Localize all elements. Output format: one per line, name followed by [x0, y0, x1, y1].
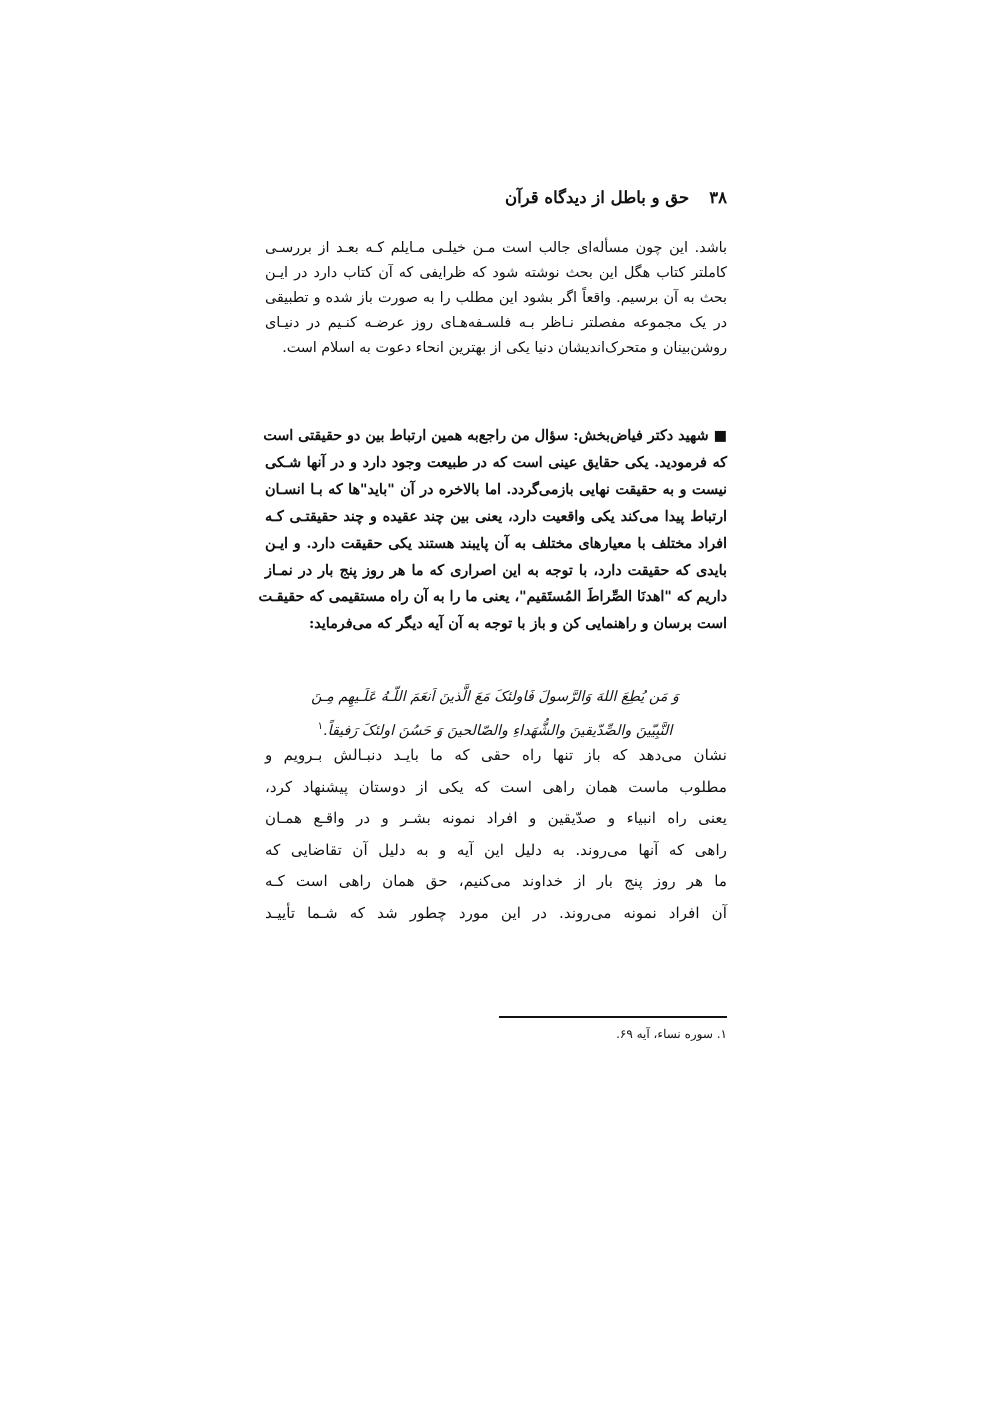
- text-line: بایدی که حقیقت دارد، با توجه به این اصراری که ما هر روز پنج بار در نمـاز: [265, 562, 727, 579]
- text-line: افراد مختلف با معیارهای مختلف به آن پایبند هستند یکی حقیقت دارد. و ایـن: [265, 535, 727, 552]
- page-header: [505, 188, 727, 207]
- text-line: که فرمودید. یکی حقایق عینی است که در طبیعت وجود دارد و در آنها شـکی: [265, 454, 727, 471]
- text-line: راهی که آنها می‌روند. به دلیل این آیه و به دلیل آن تقاضایی که: [265, 840, 727, 859]
- footnote: ۱. سوره نساء، آیه ۶۹.: [616, 1027, 727, 1041]
- quran-verse: [270, 683, 720, 746]
- text-line: است برسان و راهنمایی کن و باز با توجه به آن آیه دیگر که می‌فرماید:: [309, 616, 727, 633]
- footnote-marker[interactable]: ۱: [317, 721, 324, 732]
- text-line: کاملتر کتاب هگل این بحث نوشته شود که ظرایفی که آن کتاب دارد در ایـن: [265, 265, 727, 281]
- text-line: نشان می‌دهد که باز تنها راه حقی که ما بایـد دنبـالش بـرویم و: [265, 746, 727, 764]
- paragraph-continuation: [265, 740, 727, 930]
- text-line: روشن‌بینان و متحرک‌اندیشان دنیا یکی از بهترین انحاء دعوت به اسلام است.: [282, 340, 727, 356]
- paragraph-question: [258, 423, 727, 638]
- text-line: داریم که "اهدنَا الصِّراطَ المُستَقیم"، یعنی ما را به آن راه مستقیمی که حقیقـت: [258, 589, 727, 606]
- text-line: ■ شهید دکتر فیاض‌بخش: سؤال من راجع‌به همین ارتباط بین دو حقیقتی است: [263, 428, 727, 444]
- paragraph-intro: [265, 236, 727, 361]
- text-line: بحث به آن برسیم. واقعاً اگر بشود این مطلب را به صورت باز شده و تطبیقی: [265, 290, 727, 306]
- verse-line-text: النَّبِیّینَ والصِّدّیقینَ والشُّهَداءِ والصّالحینَ وَ حَسُنَ اولئکَ رَفیقاً.: [323, 722, 673, 739]
- text-line: مطلوب ماست همان راهی است که یکی از دوستان پیشنهاد کرد،: [265, 777, 727, 796]
- text-line: نیست و به حقیقت نهایی بازمی‌گردد. اما بالاخره در آن "باید"ها که بـا انسـان: [265, 481, 727, 498]
- footnote-divider: [499, 1016, 727, 1018]
- page-number: ۳۸: [709, 188, 727, 207]
- text-line: ارتباط پیدا می‌کند یکی واقعیت دارد، یعنی بین چند عقیده و چند حقیقتـی کـه: [265, 508, 727, 525]
- text-line: آن افراد نمونه می‌روند. در این مورد چطور شد که شـما تأییـد: [265, 903, 727, 922]
- text-line: ما هر روز پنج بار از خداوند می‌کنیم، حق همان راهی است کـه: [265, 872, 727, 891]
- text-line: یعنی راه انبیاء و صدّیقین و افراد نمونه بشـر و در واقـع همـان: [265, 809, 727, 828]
- text-line: باشد. این چون مسأله‌ای جالب است مـن خیلـی مـایلم کـه بعـد از بررسـی: [265, 240, 727, 256]
- running-title: حق و باطل از دیدگاه قرآن: [504, 188, 690, 207]
- verse-line: وَ مَن یُطِعَ اللهَ وَالرَّسولَ فَاولئکَ مَعَ الَّذینَ اَنعَمَ اللّـهُ عَلَـیهِم مِـنَ: [311, 689, 679, 705]
- text-line: در یک مجموعه مفصلتر نـاظر بـه فلسـفه‌هـای روز عرضـه کنـیم در دنیـای: [265, 315, 727, 331]
